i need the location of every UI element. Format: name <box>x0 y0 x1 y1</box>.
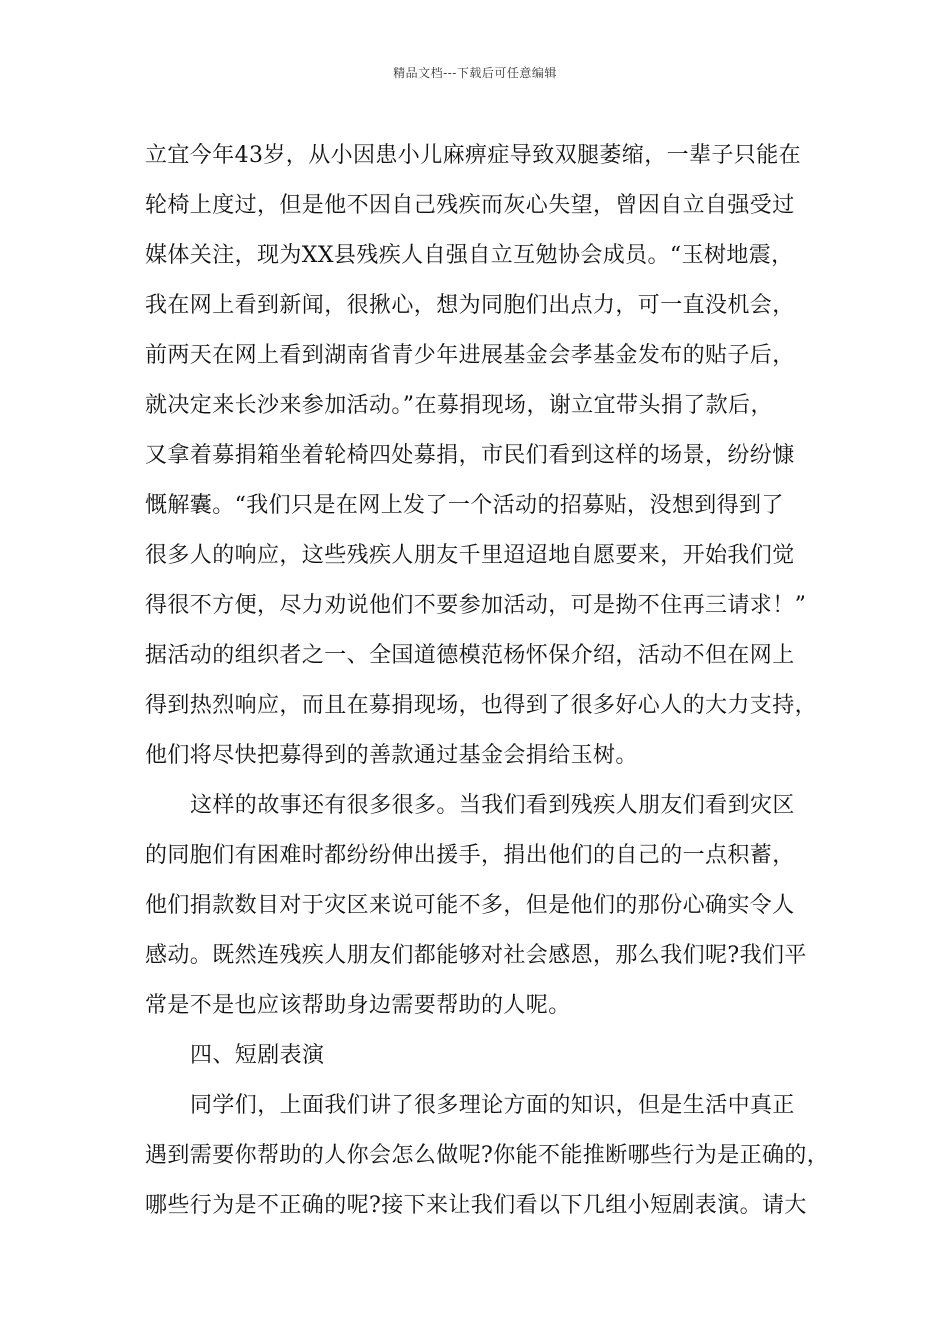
text-line: 他们捐款数目对于灾区来说可能不多，但是他们的那份心确实令人 <box>145 893 795 918</box>
text-line: 前两天在网上看到湖南省青少年进展基金会孝基金发布的贴子后， <box>145 343 795 368</box>
text-line: 就决定来长沙来参加活动。”在募捐现场，谢立宜带头捐了款后， <box>145 393 773 418</box>
text-line: 常是不是也应该帮助身边需要帮助的人呢。 <box>145 993 571 1018</box>
text-line: 立宜今年43岁，从小因患小儿麻痹症导致双腿萎缩，一辈子只能在 <box>145 143 801 168</box>
text-line: 据活动的组织者之一、全国道德模范杨怀保介绍，活动不但在网上 <box>145 643 795 668</box>
text-line: 慨解囊。“我们只是在网上发了一个活动的招募贴，没想到得到了 <box>145 493 784 518</box>
text-line: 媒体关注，现为XX县残疾人自强自立互勉协会成员。“玉树地震， <box>145 243 794 268</box>
text-line: 很多人的响应，这些残疾人朋友千里迢迢地自愿要来，开始我们觉 <box>145 543 795 568</box>
text-line: 遇到需要你帮助的人你会怎么做呢?你能不能推断哪些行为是正确的， <box>145 1143 830 1168</box>
text-line: 又拿着募捐箱坐着轮椅四处募捐，市民们看到这样的场景，纷纷慷 <box>145 443 795 468</box>
text-line: 得很不方便，尽力劝说他们不要参加活动，可是拗不住再三请求！” <box>145 593 807 618</box>
text-line: 四、短剧表演 <box>190 1043 325 1068</box>
text-line: 感动。既然连残疾人朋友们都能够对社会感恩，那么我们呢?我们平 <box>145 943 807 968</box>
text-line: 的同胞们有困难时都纷纷伸出援手，捐出他们的自己的一点积蓄， <box>145 843 795 868</box>
page-header: 精品文档---下载后可任意编辑 <box>393 66 557 80</box>
text-line: 哪些行为是不正确的呢?接下来让我们看以下几组小短剧表演。请大 <box>145 1193 807 1218</box>
text-line: 轮椅上度过，但是他不因自己残疾而灰心失望，曾因自立自强受过 <box>145 193 795 218</box>
text-line: 这样的故事还有很多很多。当我们看到残疾人朋友们看到灾区 <box>190 793 795 818</box>
body-text <box>145 131 835 1231</box>
text-line: 同学们，上面我们讲了很多理论方面的知识，但是生活中真正 <box>190 1093 795 1118</box>
text-line: 我在网上看到新闻，很揪心，想为同胞们出点力，可一直没机会， <box>145 293 795 318</box>
text-line: 他们将尽快把募得到的善款通过基金会捐给玉树。 <box>145 743 638 768</box>
text-line: 得到热烈响应，而且在募捐现场，也得到了很多好心人的大力支持， <box>145 693 818 718</box>
